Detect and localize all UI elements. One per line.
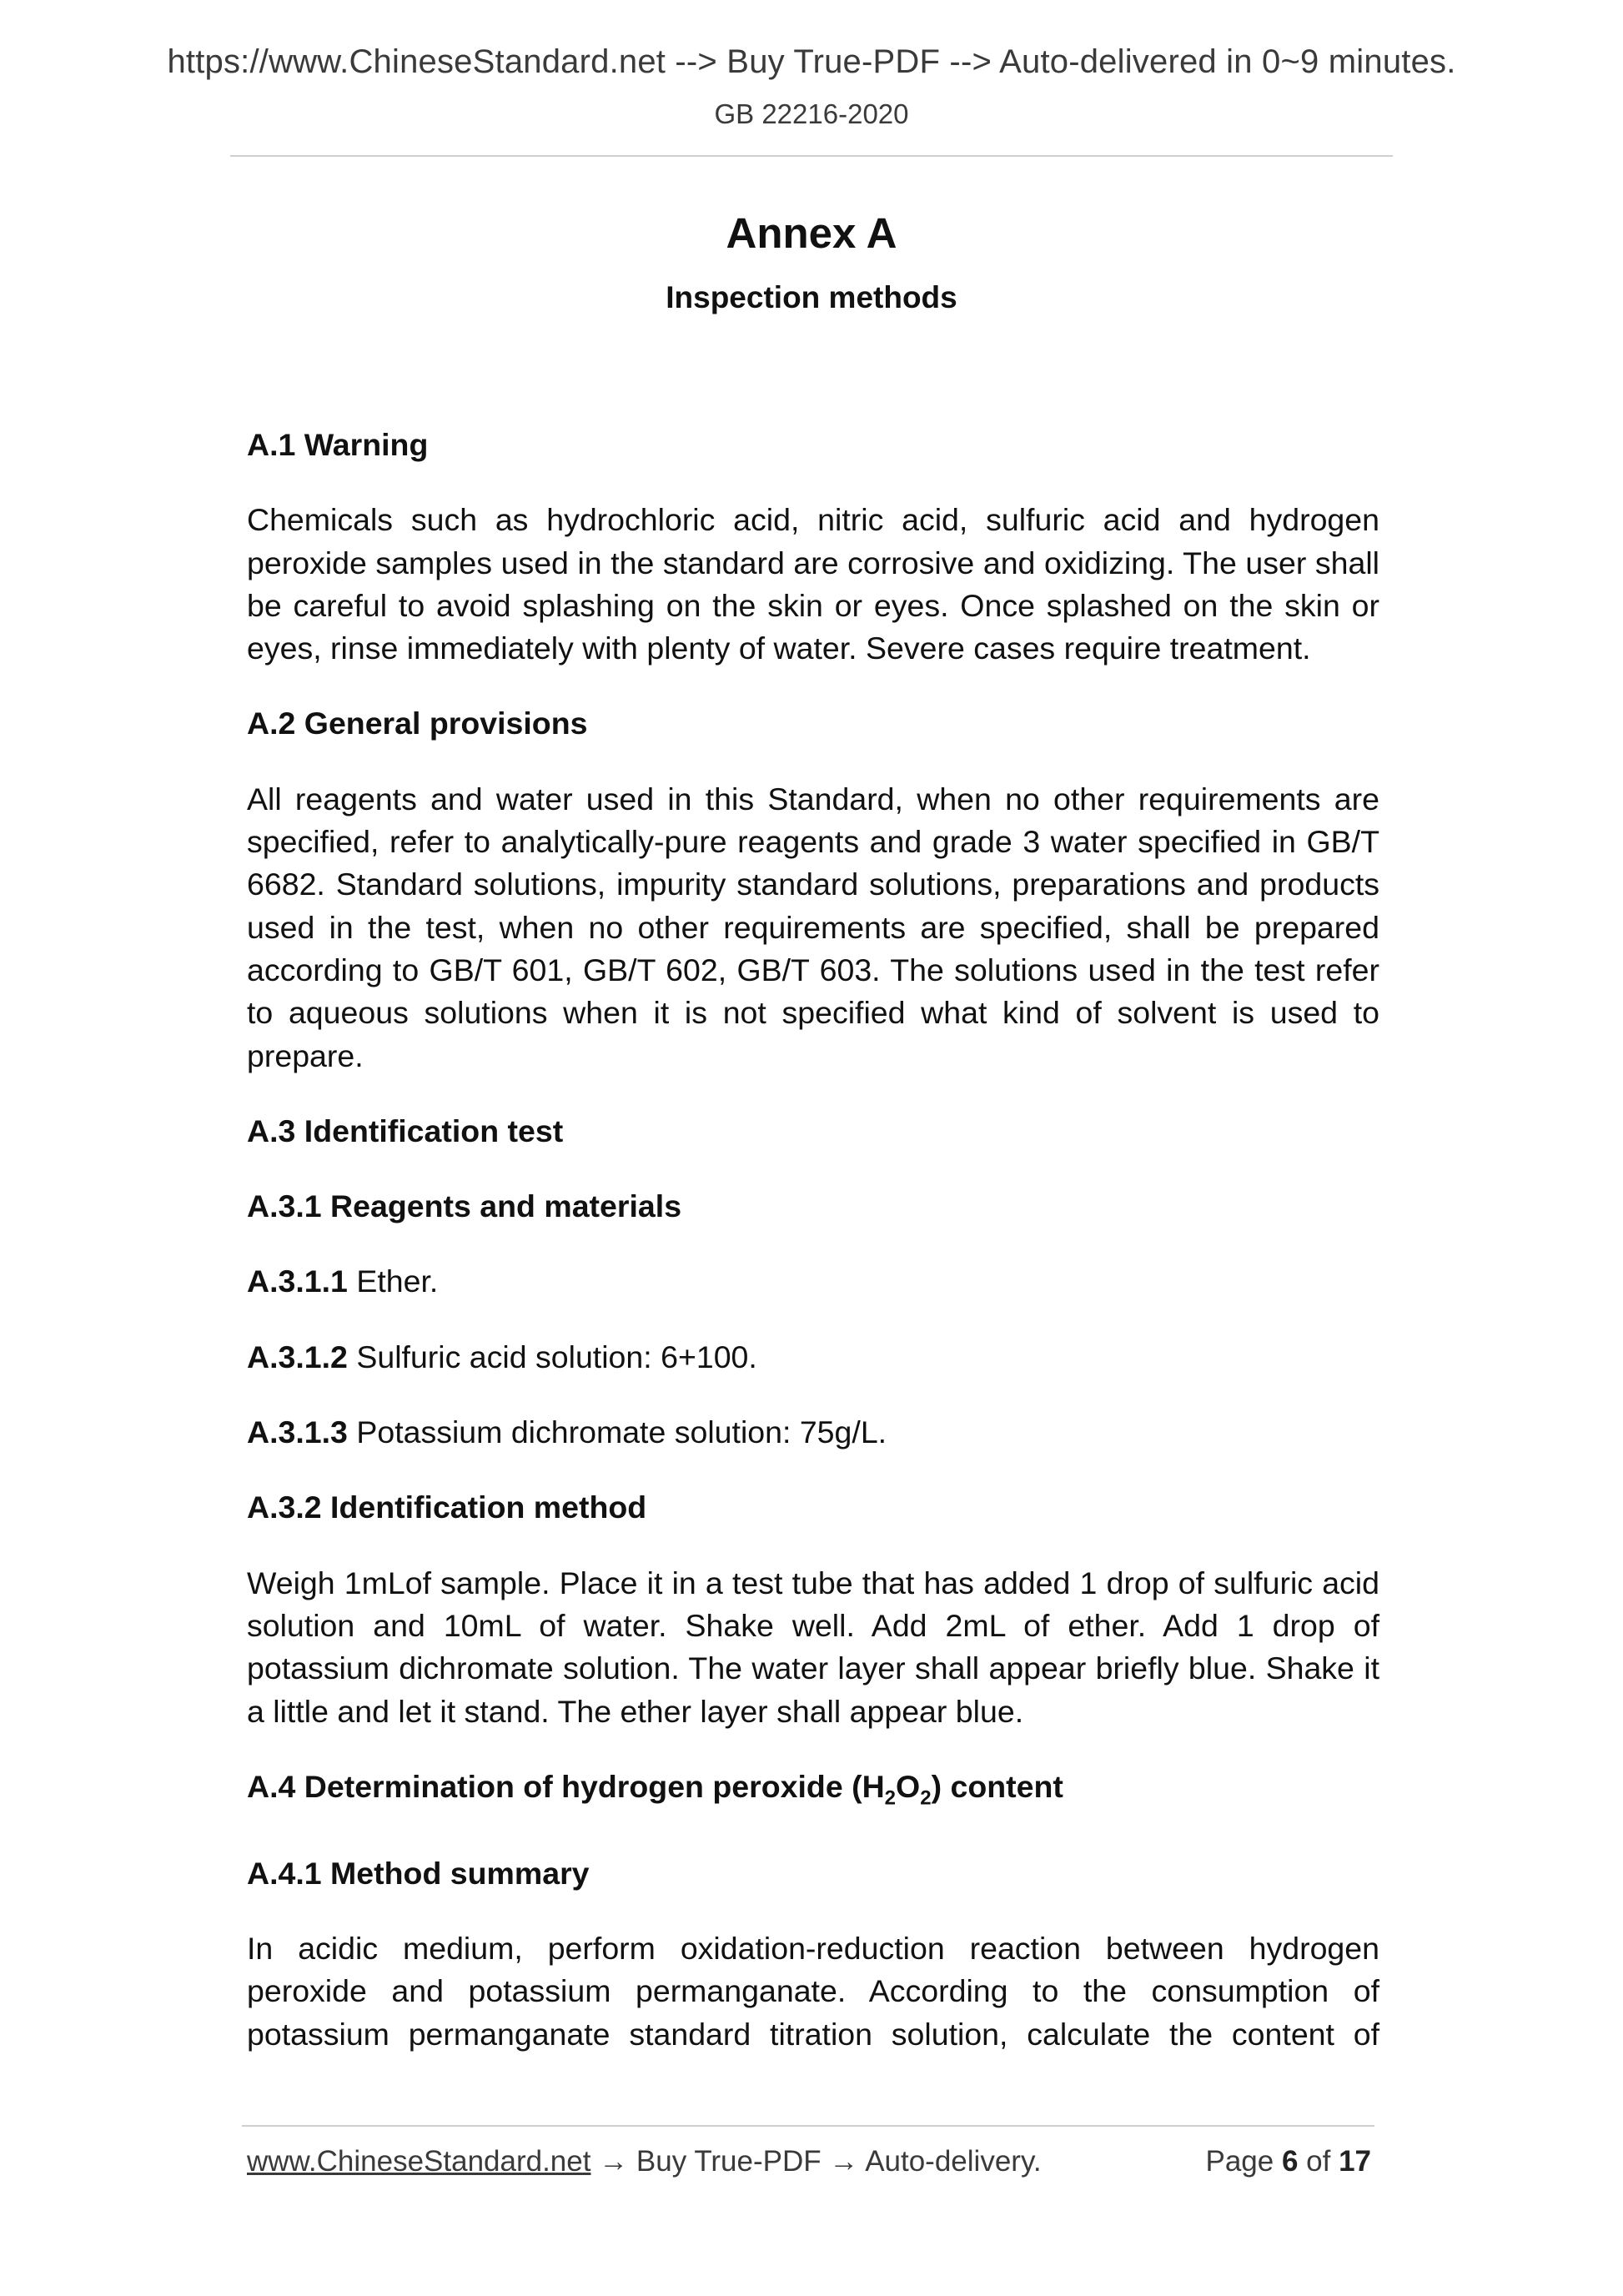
footer-divider [242, 2125, 1374, 2127]
heading-part: ) content [931, 1768, 1063, 1804]
of-label: of [1298, 2145, 1339, 2178]
arrow-right-icon: → [590, 2145, 636, 2178]
page-label: Page [1205, 2145, 1282, 2178]
arrow-right-icon: → [821, 2145, 866, 2178]
section-heading-a4-1: A.4.1 Method summary [247, 1855, 590, 1891]
section-heading-a1: A.1 Warning [247, 427, 429, 462]
section-paragraph-a3-2: Weigh 1mLof sample. Place it in a test tube that has added 1 drop of sulfuric acid solution and 10mL of water. Shake well. Add 2mL of ether. Add 1 drop of potassium dichromate solution. The water layer shall appear briefly blue. Shake it a little and let it stand. The ether layer shall appear blue. [247, 1565, 1379, 1729]
subscript: 2 [920, 1786, 932, 1810]
total-pages: 17 [1339, 2145, 1371, 2178]
list-item [247, 1336, 1379, 1379]
top-banner: https://www.ChineseStandard.net --> Buy True-PDF --> Auto-delivered in 0~9 minutes. [167, 43, 1456, 80]
section-heading-a3-2: A.3.2 Identification method [247, 1490, 647, 1525]
footer-links [247, 2145, 1042, 2178]
list-item [247, 1260, 1379, 1303]
item-text: Ether. [356, 1264, 439, 1299]
item-number: A.3.1.2 [247, 1339, 348, 1374]
section-heading-a4 [247, 1766, 1379, 1820]
section-heading-a3-1: A.3.1 Reagents and materials [247, 1188, 682, 1224]
section-paragraph-a4-1: In acidic medium, perform oxidation-reduction reaction between hydrogen peroxide and potassium permanganate. According to the consumption of potassium permanganate standard titration solution, calculate the content of [247, 1930, 1379, 2052]
list-item [247, 1411, 1379, 1454]
buy-pdf-text: Buy True-PDF [636, 2145, 822, 2178]
heading-part: O [896, 1768, 921, 1804]
page-number [1205, 2145, 1371, 2178]
item-number: A.3.1.3 [247, 1414, 348, 1450]
document-code: GB 22216-2020 [714, 98, 909, 129]
item-text: Sulfuric acid solution: 6+100. [356, 1339, 757, 1374]
section-paragraph-a2: All reagents and water used in this Standard, when no other requirements are specified, refer to analytically-pure reagents and grade 3 water specified in GB/T 6682. Standard solutions, impurity standard solutions, preparations and products used in the test, when no other requirements are specified, shall be prepared according to GB/T 601, GB/T 602, GB/T 603. The solutions used in the test refer to aqueous solutions when it is not specified what kind of solvent is used to prepare. [247, 781, 1379, 1073]
heading-part: A.4 Determination of hydrogen peroxide (H [247, 1768, 885, 1804]
delivery-text: Auto-delivery. [865, 2145, 1042, 2178]
subscript: 2 [884, 1786, 897, 1810]
item-number: A.3.1.1 [247, 1264, 348, 1299]
section-heading-a3: A.3 Identification test [247, 1113, 564, 1148]
section-heading-a2: A.2 General provisions [247, 706, 588, 741]
item-text: Potassium dichromate solution: 75g/L. [356, 1414, 887, 1450]
current-page: 6 [1281, 2145, 1299, 2178]
document-body [247, 424, 1379, 2056]
annex-subtitle: Inspection methods [666, 280, 957, 314]
site-link[interactable]: www.ChineseStandard.net [247, 2145, 591, 2178]
annex-title: Annex A [726, 209, 897, 257]
section-paragraph-a1: Chemicals such as hydrochloric acid, nitric acid, sulfuric acid and hydrogen peroxide samples used in the standard are corrosive and oxidizing. The user shall be careful to avoid splashing on the skin or eyes. Once splashed on the skin or eyes, rinse immediately with plenty of water. Severe cases require treatment. [247, 502, 1379, 666]
header-divider [230, 155, 1393, 157]
